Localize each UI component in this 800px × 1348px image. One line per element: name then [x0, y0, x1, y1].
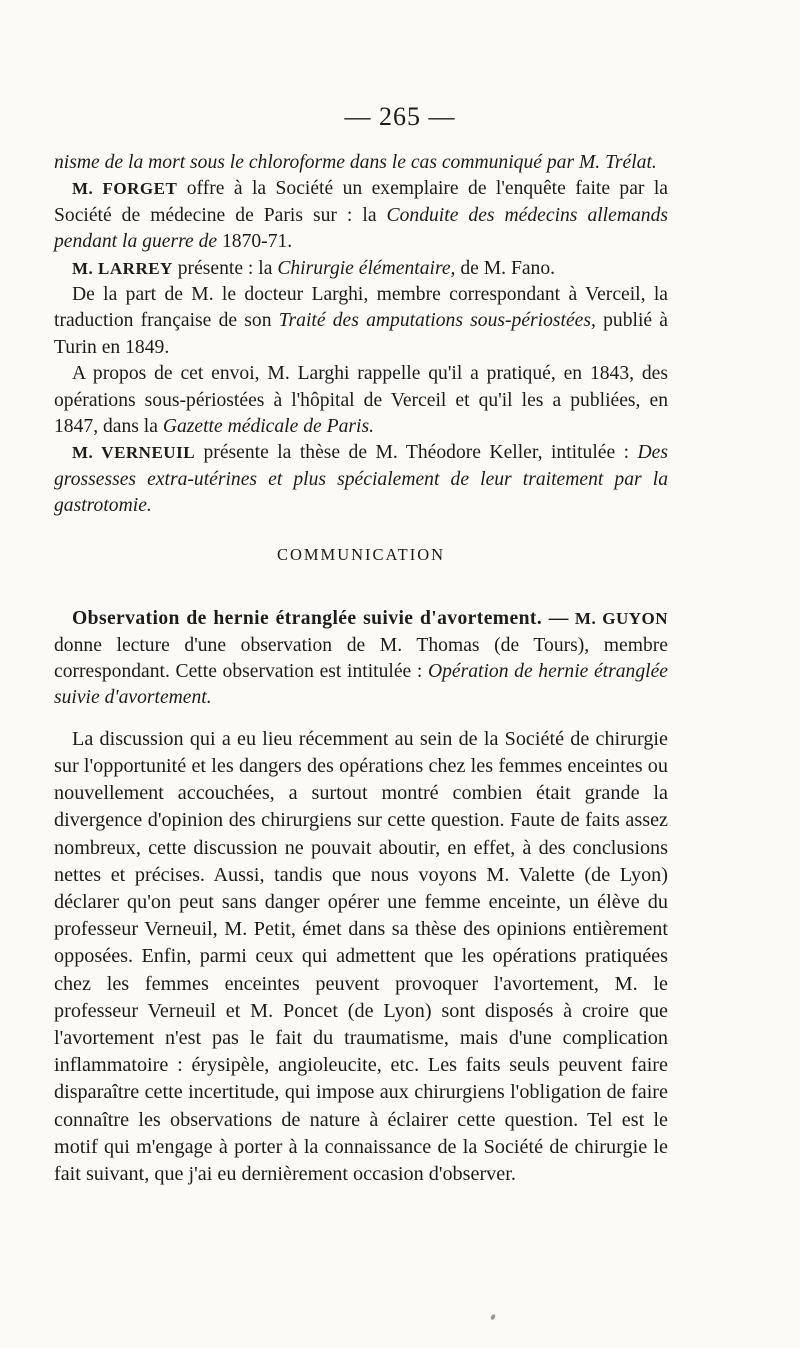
page-number: — 265 — — [344, 102, 456, 131]
paragraph-text: publié à Turin en 1849. — [54, 310, 668, 358]
speaker-name: M. GUYON — [574, 609, 669, 629]
italic-title: Chirurgie élémentaire, — [277, 257, 456, 279]
paragraph-text: 1870-71. — [217, 231, 293, 253]
italic-text: nisme de la mort sous le chloroforme dans le cas communiqué par M. Trélat. — [54, 152, 657, 173]
speaker-name: M. FORGET — [72, 179, 178, 199]
paragraph-text: de M. Fano. — [455, 257, 556, 279]
italic-title: Gazette médicale de Paris. — [162, 416, 374, 438]
section-heading: COMMUNICATION — [276, 544, 446, 564]
paragraph-main: La discussion qui a eu lieu récemment au sein de la Société de chirurgie sur l'opportunité et les dangers des opérations chez les femmes enceintes ou nouvellement accouchées, a surtout montré combien était grande la divergence d'opinion des chirurgiens sur cette question. Faute de faits assez nombreux, cette discussion ne pouvait aboutir, en effet, à des conclusions nettes et précises. Aussi, tandis que nous voyons M. Valette (de Lyon) déclarer qu'on peut sans danger opérer une femme enceinte, un élève du professeur Verneuil, M. Petit, émet dans sa thèse des opinions entièrement opposées. Enfin, parmi ceux qui admettent que les opérations pratiquées chez les femmes enceintes peuvent provoquer l'avortement, M. le professeur Verneuil et M. Poncet (de Lyon) sont disposés à croire que l'avortement n'est pas le fait du traumatisme, mais d'une complication inflammatoire : érysipèle, angioleucite, etc. Les faits seuls peuvent faire disparaître cette incertitude, qui impose aux chirurgiens l'obligation de faire connaître les observations de nature à éclairer cette question. Tel est le motif qui m'engage à porter à la connaissance de la Société de chirurgie le fait suivant, que j'ai eu dernièrement occasion d'observer. — [54, 727, 668, 1185]
paragraph-text: présente la thèse de M. Théodore Keller, intitulée : — [195, 442, 638, 464]
italic-title: Des grossesses extra-utérines et plus spécialement de leur traitement par la gastrotomie. — [54, 442, 668, 517]
speaker-name: M. VERNEUIL — [72, 443, 196, 463]
paragraph-text: De la part de M. le docteur Larghi, membre correspondant à Verceil, la traduction française de son — [54, 284, 668, 332]
paragraph-larghi-envoi — [54, 361, 668, 440]
paragraph-larghi — [54, 282, 668, 361]
observation-title: Observation de hernie étranglée suivie d'avortement. — — [72, 608, 569, 630]
paper-speck — [490, 1313, 496, 1320]
italic-title: Traité des amputations sous-périostées, — [278, 310, 596, 332]
paragraph-larrey — [54, 256, 668, 282]
speaker-name: M. LARREY — [72, 258, 173, 278]
paragraph-text: offre à la Société un exemplaire de l'enquête faite par la Société de médecine de Paris sur : la — [54, 178, 668, 226]
main-text-block — [54, 726, 668, 1188]
body-text — [54, 150, 668, 1188]
italic-title: Conduite des médecins allemands pendant la guerre de — [54, 204, 668, 253]
paragraph-observation — [54, 606, 668, 712]
paragraph-verneuil — [54, 440, 668, 519]
paragraph-continuation — [54, 150, 668, 176]
paragraph-text: A propos de cet envoi, M. Larghi rappelle qu'il a pratiqué, en 1843, des opérations sous-périostées à l'hôpital de Verceil et qu'il les a publiées, en 1847, dans la — [54, 363, 668, 438]
italic-title: Opération de hernie étranglée suivie d'avortement. — [54, 660, 668, 709]
paragraph-text: donne lecture d'une observation de M. Thomas (de Tours), membre correspondant. Cette observation est intitulée : — [54, 634, 668, 682]
paragraph-text: présente : la — [172, 257, 278, 279]
paragraph-forget — [54, 176, 668, 255]
